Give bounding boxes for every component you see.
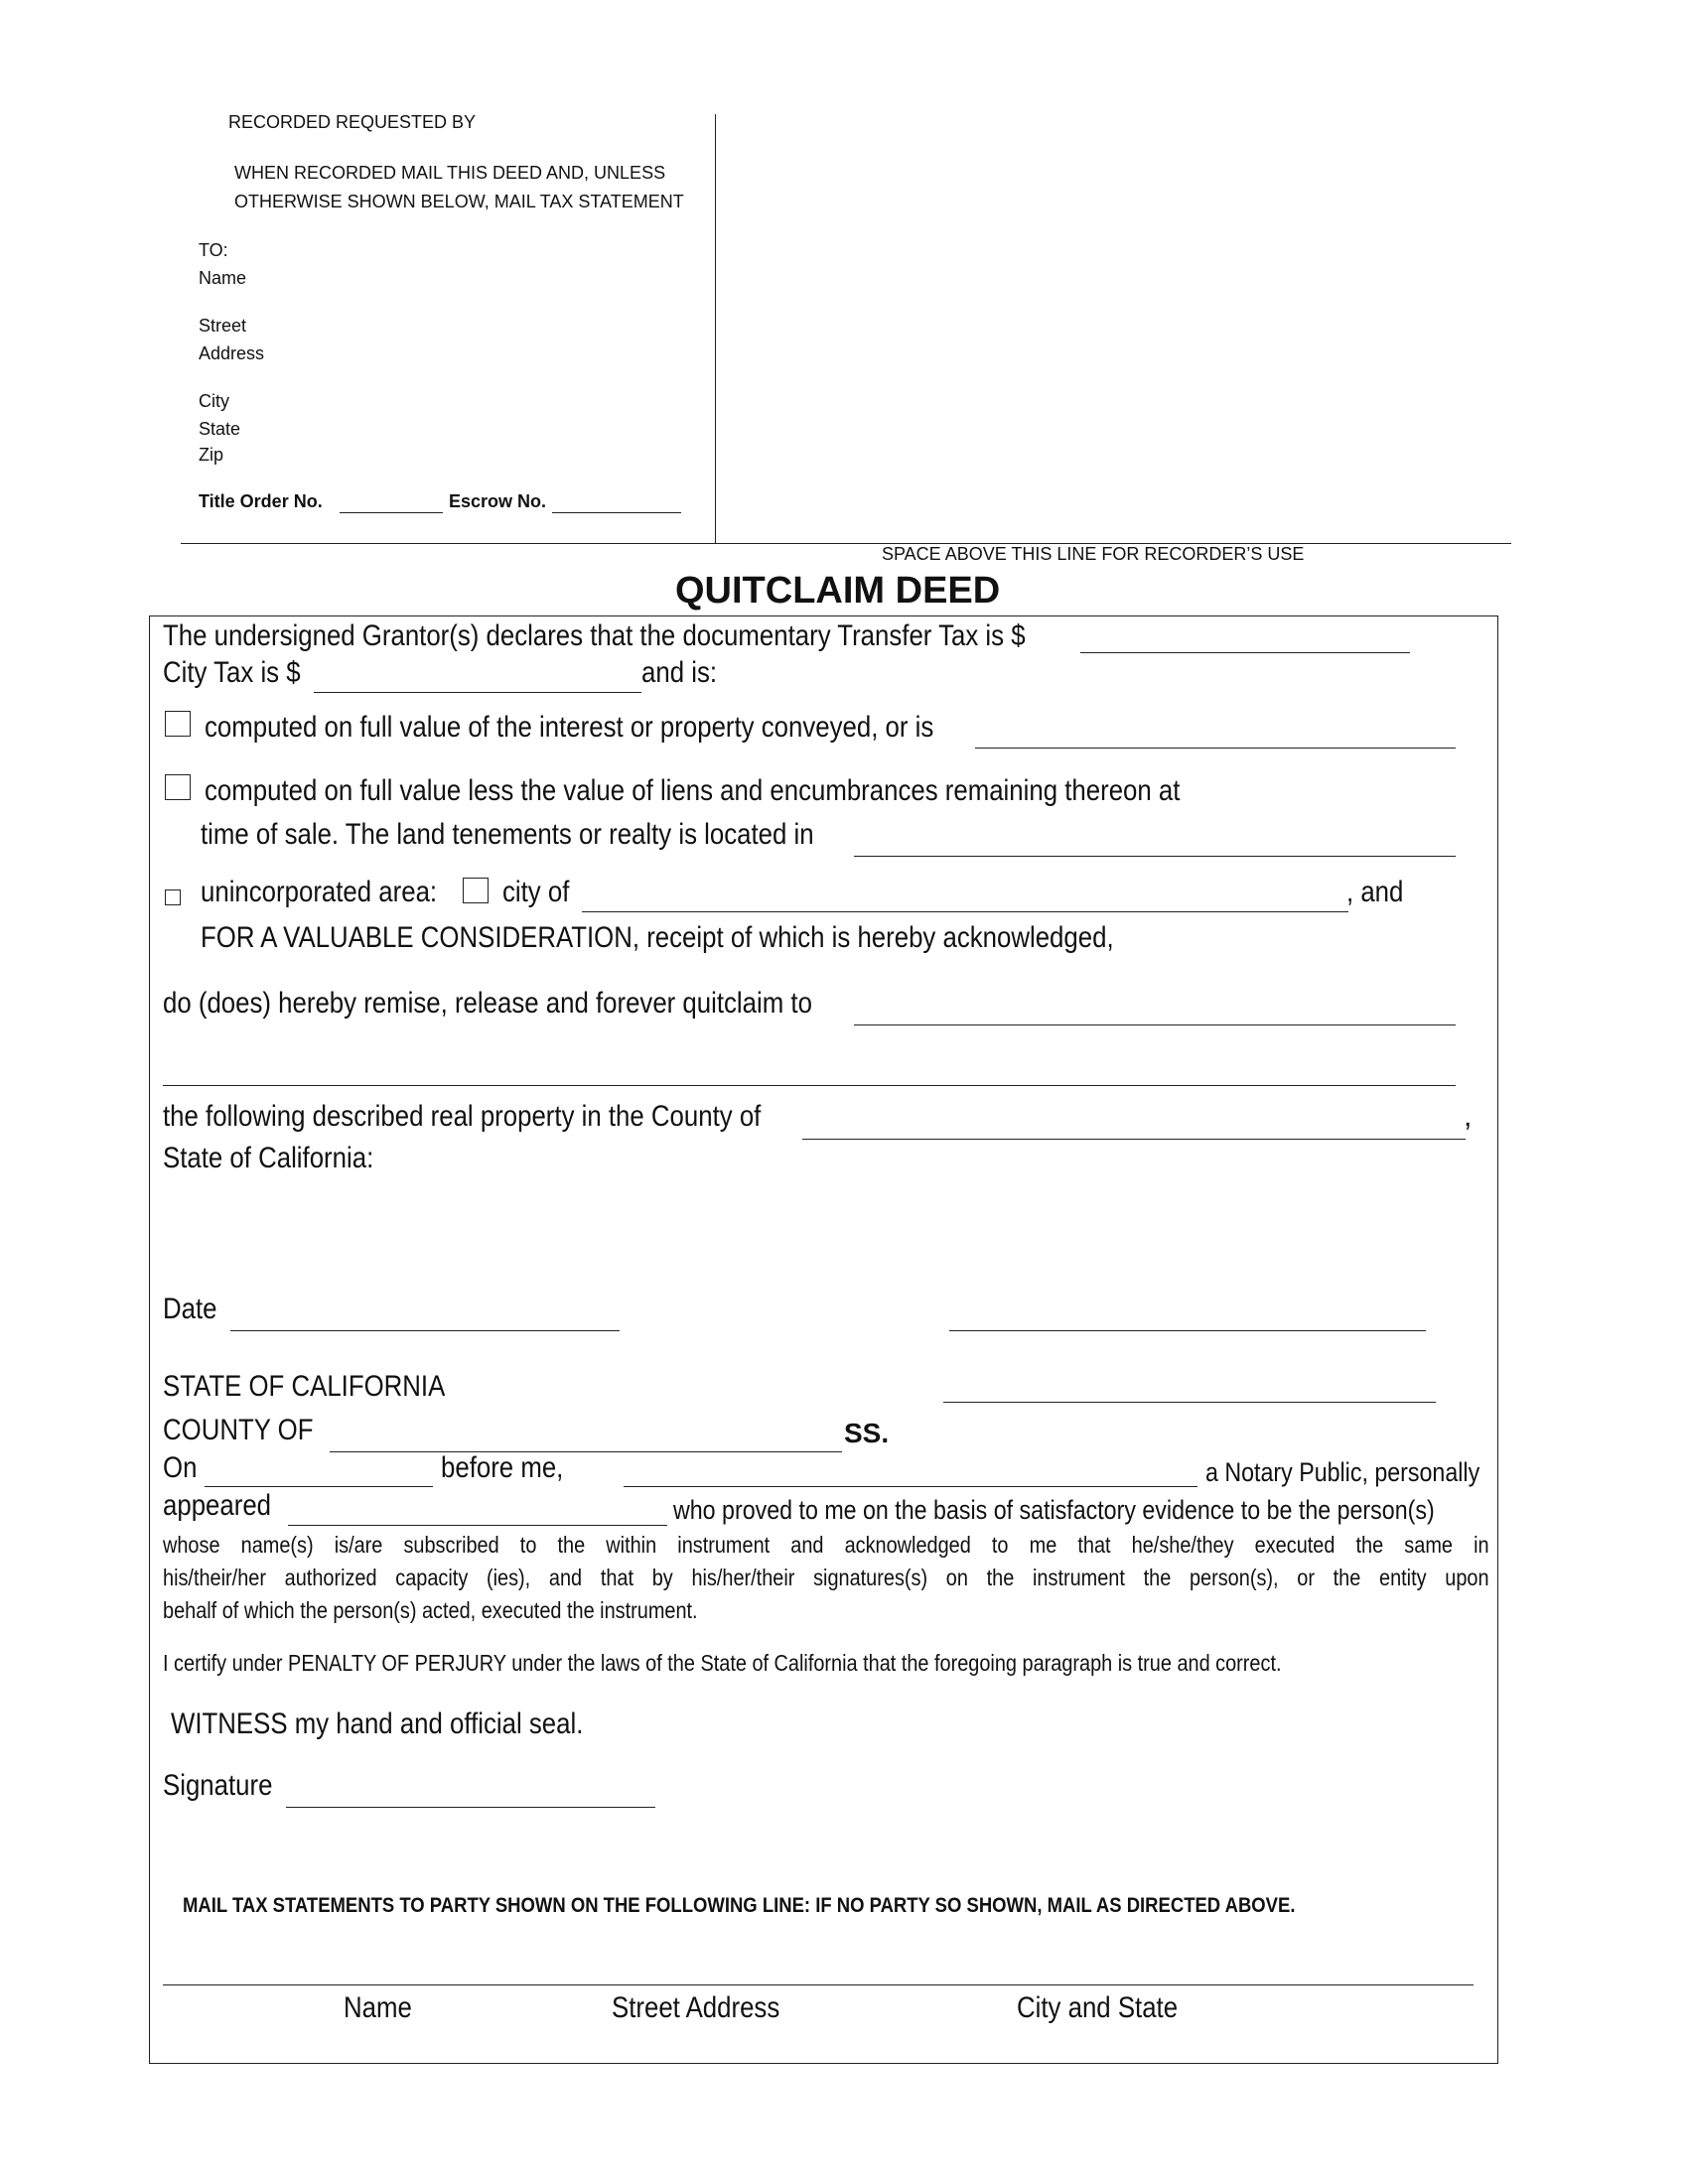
less-liens-checkbox[interactable] [165,774,191,800]
notary-date-field[interactable] [205,1486,433,1487]
ack-line-2-wrap [163,1562,1489,1594]
who-proved-text: who proved to me on the basis of satisfactory evidence to be the person(s) [673,1495,1435,1525]
notary-state-text: STATE OF CALIFORNIA [163,1370,446,1403]
footer-name-label [344,1991,423,2025]
appeared-field[interactable] [288,1525,667,1526]
ss-label: SS. [844,1418,890,1448]
mail-tax-text: MAIL TAX STATEMENTS TO PARTY SHOWN ON THE FOLLOWING LINE: IF NO PARTY SO SHOWN, MAIL AS DIRECTED ABOVE. [183,1894,1296,1917]
tax-line-1 [163,619,1166,653]
city-tax-label [163,656,323,690]
state-of-california-text: State of California: [163,1142,374,1174]
notary-signature-field[interactable] [286,1807,655,1808]
recorder-space-note: SPACE ABOVE THIS LINE FOR RECORDER’S USE [882,544,1305,564]
date-field[interactable] [230,1330,620,1331]
acknowledgment-paragraph [163,1529,1688,1627]
deed-body-box-bottom [149,2063,1497,2064]
city-label: City [199,391,229,411]
notary-county-field[interactable] [330,1451,842,1452]
county-comma: , [1464,1100,1473,1133]
recorder-line [181,543,1511,544]
title-order-field[interactable] [340,512,443,513]
grantee-field-2[interactable] [163,1085,1456,1086]
notary-county-label [163,1414,338,1447]
grantor-signature-field-1[interactable] [949,1330,1426,1331]
witness-label [171,1707,650,1741]
full-value-checkbox[interactable] [165,711,191,737]
on-text: On [163,1451,198,1484]
mail-instruction-line2: OTHERWISE SHOWN BELOW, MAIL TAX STATEMENT [234,192,684,211]
located-in-field[interactable] [854,856,1456,857]
city-of-label [502,876,580,909]
unincorporated-label [201,876,476,909]
footer-street-text: Street Address [612,1991,780,2024]
appeared-text: appeared [163,1489,272,1522]
tax-line-1-text: The undersigned Grantor(s) declares that the documentary Transfer Tax is $ [163,619,1026,652]
notary-public-text: a Notary Public, personally [1205,1457,1480,1487]
header-divider [715,114,716,544]
grantee-field-1[interactable] [854,1024,1456,1025]
option2-label-b [201,818,914,852]
mail-tax-instruction [183,1894,1447,1918]
consideration-text: FOR A VALUABLE CONSIDERATION, receipt of which is hereby acknowledged, [201,921,1114,954]
option2-text-b: time of sale. The land tenements or realty is located in [201,818,814,851]
notary-signature-text: Signature [163,1769,273,1802]
street-label: Street [199,316,247,336]
to-label: TO: [199,240,228,260]
notary-state-label [163,1370,492,1404]
footer-name-text: Name [344,1991,412,2024]
mail-tax-party-field[interactable] [163,1984,1474,1985]
and-label [1346,876,1413,909]
and-is-text: and is: [641,656,718,689]
before-me-text: before me, [441,1451,564,1484]
option2-text-a: computed on full value less the value of liens and encumbrances remaining thereon at [205,774,1181,807]
option1-label [205,711,1053,745]
quitclaim-to-label [163,987,917,1021]
perjury-statement [163,1650,1456,1677]
footer-street-label [612,1991,807,2025]
county-label [163,1100,858,1134]
transfer-tax-field[interactable] [1080,652,1410,653]
ack-line-1: whose name(s) is/are subscribed to the within instrument and acknowledged to me that he/she/they executed the same in [163,1532,1489,1558]
recorded-requested-by: RECORDED REQUESTED BY [228,112,477,132]
ack-line-3: behalf of which the person(s) acted, executed the instrument. [163,1597,698,1623]
date-text: Date [163,1293,217,1325]
ack-line-2: his/their/her authorized capacity (ies), and that by his/her/their signatures(s) on the instrument the person(s), or the entity upon [163,1565,1489,1590]
who-proved-label [673,1495,1559,1526]
option1-text: computed on full value of the interest or property conveyed, or is [205,711,934,744]
page-title: QUITCLAIM DEED [675,570,1001,612]
before-me-label [441,1451,583,1485]
name-label: Name [199,268,247,288]
county-text: the following described real property in the County of [163,1100,762,1133]
city-tax-field[interactable] [314,692,641,693]
notary-public-label [1205,1457,1524,1488]
notary-signature-label [163,1769,290,1803]
notary-name-field[interactable] [624,1486,1197,1487]
unincorporated-checkbox[interactable] [165,889,181,905]
ack-line-3-wrap [163,1594,1489,1627]
appeared-label [163,1489,289,1523]
footer-city-label [1017,1991,1203,2025]
title-order-label: Title Order No. [199,491,323,511]
city-of-text: city of [502,876,570,908]
consideration-label [201,921,1262,955]
notary-county-text: COUNTY OF [163,1414,314,1446]
escrow-label: Escrow No. [449,491,547,511]
state-label: State [199,419,241,439]
mail-instruction-line1: WHEN RECORDED MAIL THIS DEED AND, UNLESS [234,163,666,183]
escrow-field[interactable] [552,512,681,513]
perjury-text: I certify under PENALTY OF PERJURY under the laws of the State of California that the foregoing paragraph is true and correct. [163,1650,1282,1676]
city-of-checkbox[interactable] [463,878,489,903]
option2-label [205,774,1338,808]
address-label: Address [199,343,265,363]
date-label [163,1293,225,1326]
option1-field[interactable] [975,748,1456,749]
and-text: , and [1346,876,1404,908]
city-of-field[interactable] [582,911,1348,912]
city-tax-text: City Tax is $ [163,656,301,689]
grantor-signature-field-2[interactable] [943,1402,1436,1403]
unincorporated-text: unincorporated area: [201,876,438,908]
state-of-california-label [163,1142,408,1175]
witness-text: WITNESS my hand and official seal. [171,1707,584,1740]
and-is-label [641,656,729,690]
on-label [163,1451,203,1485]
quitclaim-to-text: do (does) hereby remise, release and forever quitclaim to [163,987,812,1020]
zip-label: Zip [199,445,224,465]
footer-city-text: City and State [1017,1991,1179,2024]
ack-line-1-wrap [163,1529,1489,1562]
county-field[interactable] [802,1139,1466,1140]
